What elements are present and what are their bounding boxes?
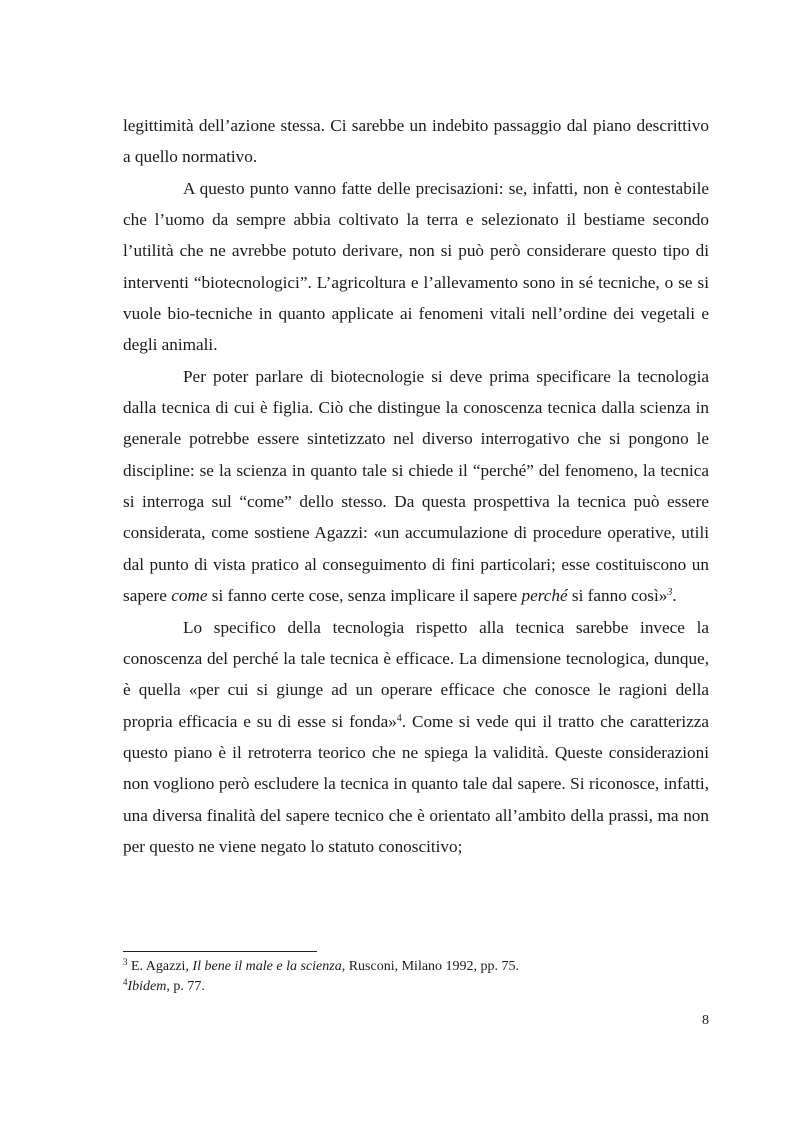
text-segment: si fanno certe cose, senza implicare il sapere bbox=[207, 586, 522, 606]
footnotes bbox=[123, 957, 709, 997]
text-segment: Il bene il male e la scienza bbox=[192, 959, 342, 974]
paragraph bbox=[123, 173, 709, 361]
text-segment: si fanno così» bbox=[567, 586, 668, 606]
text-segment: perché bbox=[521, 586, 568, 606]
footnote-reference: 3 bbox=[667, 587, 673, 599]
footnote-separator bbox=[123, 951, 317, 952]
footnote-reference: 3 bbox=[123, 957, 128, 967]
text-segment: legittimità dell’azione stessa. Ci sarebbe un indebito passaggio dal piano descrittivo a quello normativo. bbox=[123, 116, 709, 167]
text-segment: Ibidem, bbox=[127, 979, 170, 994]
text-segment: . bbox=[672, 586, 677, 606]
text-segment: Lo specifico della tecnologia rispetto alla tecnica sarebbe invece la conoscenza del perché la tale tecnica è efficace. La dimensione tecnologica, dunque, è quella «per cui si giunge ad un operare efficace che conosce le ragioni della propria efficacia e su di esse si fonda» bbox=[123, 617, 709, 731]
body-text bbox=[123, 110, 709, 862]
footnote-reference: 4 bbox=[396, 712, 402, 724]
paragraph bbox=[123, 361, 709, 612]
text-segment: A questo punto vanno fatte delle precisazioni: se, infatti, non è contestabile che l’uomo da sempre abbia coltivato la terra e selezionato il bestiame secondo l’utilità che ne avrebbe potuto derivare, non si può però considerare questo tipo di interventi “biotecnologici”. L’agricoltura e l’allevamento sono in sé tecniche, o se si vuole bio-tecniche in quanto applicate ai fenomeni vitali nell’ordine dei vegetali e degli animali. bbox=[123, 178, 709, 355]
paragraph bbox=[123, 110, 709, 173]
text-segment: . Come si vede qui il tratto che caratterizza questo piano è il retroterra teorico che ne spiega la validità. Queste considerazioni non vogliono però escludere la tecnica in quanto tale dal sapere. Si riconosce, infatti, una diversa finalità del sapere tecnico che è orientato all’ambito della prassi, ma non per questo ne viene negato lo statuto conoscitivo; bbox=[123, 711, 709, 856]
page-number: 8 bbox=[702, 1013, 709, 1028]
footnote bbox=[123, 977, 709, 997]
footnote bbox=[123, 957, 709, 977]
text-segment: p. 77. bbox=[169, 979, 205, 994]
paragraph bbox=[123, 612, 709, 863]
text-segment: come bbox=[171, 586, 208, 606]
text-segment: , Rusconi, Milano 1992, pp. 75. bbox=[341, 959, 520, 974]
text-segment: E. Agazzi, bbox=[127, 959, 193, 974]
text-segment: Per poter parlare di biotecnologie si deve prima specificare la tecnologia dalla tecnica di cui è figlia. Ciò che distingue la conoscenza tecnica dalla scienza in generale potrebbe essere sintetizzato nel diverso interrogativo che si pongono le discipline: se la scienza in quanto tale si chiede il “perché” del fenomeno, la tecnica si interroga sul “come” dello stesso. Da questa prospettiva la tecnica può essere considerata, come sostiene Agazzi: «un accumulazione di procedure operative, utili dal punto di vista pratico al conseguimento di fini particolari; esse costituiscono un sapere bbox=[123, 366, 709, 606]
footnote-reference: 4 bbox=[123, 977, 128, 987]
